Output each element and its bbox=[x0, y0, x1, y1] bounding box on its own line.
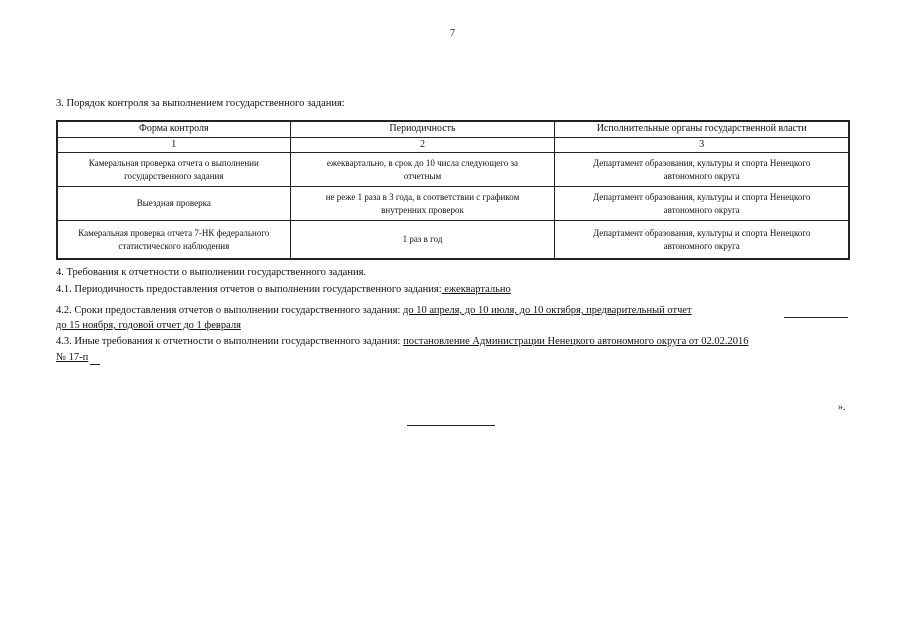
column-number: 2 bbox=[290, 138, 555, 153]
item-4-2-value-cont: до 15 ноября, годовой отчет до 1 февраля bbox=[56, 320, 241, 331]
item-4-3-value: постановление Администрации Ненецкого автономного округа от 02.02.2016 bbox=[403, 336, 749, 347]
cell-line: Камеральная проверка отчета о выполнении bbox=[88, 157, 259, 168]
cell-line: Департамент образования, культуры и спорта Ненецкого bbox=[592, 227, 811, 238]
table-row bbox=[57, 153, 849, 187]
item-4-1-value: ежеквартально bbox=[441, 284, 511, 295]
cell-line: статистического наблюдения bbox=[118, 240, 230, 251]
cell-line: автономного округа bbox=[663, 240, 740, 251]
item-4-3-value-cont: № 17-п bbox=[56, 352, 89, 363]
header-periodicity: Периодичность bbox=[290, 121, 555, 138]
fill-line bbox=[784, 317, 848, 318]
table-header-row bbox=[57, 121, 849, 138]
table-row bbox=[57, 187, 849, 221]
closing-quote: ». bbox=[838, 402, 846, 413]
cell-line: отчетным bbox=[403, 170, 442, 181]
authority-cell bbox=[555, 221, 849, 260]
control-form-cell bbox=[57, 221, 290, 260]
item-4-1-label: 4.1. Периодичность предоставления отчетов о выполнении государственного задания: bbox=[56, 284, 442, 295]
item-4-3-line1 bbox=[56, 336, 748, 347]
control-form-cell bbox=[57, 187, 290, 221]
cell-line: Камеральная проверка отчета 7-НК федерального bbox=[78, 227, 270, 238]
cell-line: государственного задания bbox=[124, 170, 224, 181]
item-4-3-label: 4.3. Иные требования к отчетности о выполнении государственного задания: bbox=[56, 336, 404, 347]
cell-line: автономного округа bbox=[663, 170, 740, 181]
periodicity-cell bbox=[290, 153, 555, 187]
fill-line bbox=[90, 364, 100, 365]
header-authorities: Исполнительные органы государственной власти bbox=[555, 121, 849, 138]
authority-cell bbox=[555, 153, 849, 187]
cell-line: внутренних проверок bbox=[381, 204, 464, 215]
item-4-2-label: 4.2. Сроки предоставления отчетов о выполнении государственного задания: bbox=[56, 305, 404, 316]
item-4-2-value: до 10 апреля, до 10 июля, до 10 октября, предварительный отчет bbox=[403, 305, 692, 316]
item-4-2-line1 bbox=[56, 305, 692, 316]
control-table bbox=[56, 120, 850, 260]
periodicity-cell bbox=[290, 221, 555, 260]
control-form-cell bbox=[57, 153, 290, 187]
cell-line: Выездная проверка bbox=[136, 198, 211, 209]
column-number: 1 bbox=[57, 138, 290, 153]
section-3-title: 3. Порядок контроля за выполнением государственного задания: bbox=[56, 98, 345, 109]
header-control-form: Форма контроля bbox=[57, 121, 290, 138]
table-number-row bbox=[57, 138, 849, 153]
cell-line: не реже 1 раза в 3 года, в соответствии с графиком bbox=[325, 191, 520, 202]
cell-line: автономного округа bbox=[663, 204, 740, 215]
cell-line: ежеквартально, в срок до 10 числа следующего за bbox=[326, 157, 519, 168]
footnote-rule bbox=[407, 425, 495, 426]
section-4-title: 4. Требования к отчетности о выполнении государственного задания. bbox=[56, 267, 367, 278]
page-number: 7 bbox=[450, 28, 455, 39]
periodicity-cell bbox=[290, 187, 555, 221]
table-row bbox=[57, 221, 849, 260]
authority-cell bbox=[555, 187, 849, 221]
column-number: 3 bbox=[555, 138, 849, 153]
item-4-1 bbox=[56, 284, 511, 295]
cell-line: Департамент образования, культуры и спорта Ненецкого bbox=[592, 157, 811, 168]
cell-line: Департамент образования, культуры и спорта Ненецкого bbox=[592, 191, 811, 202]
cell-line: 1 раз в год bbox=[402, 234, 443, 245]
